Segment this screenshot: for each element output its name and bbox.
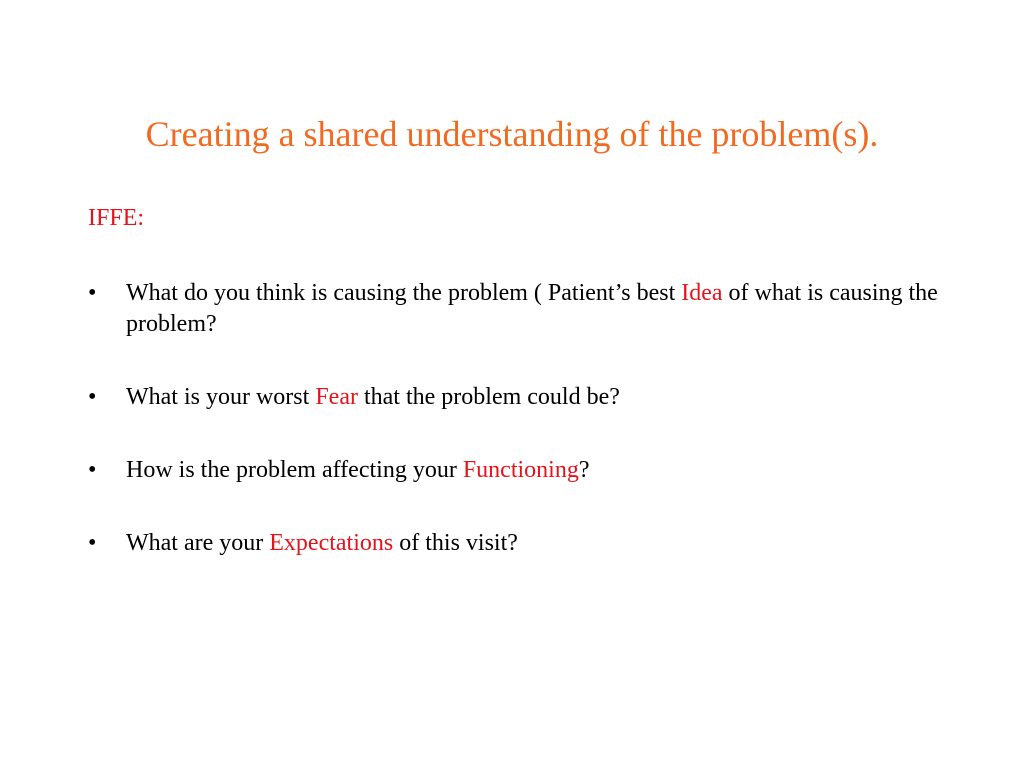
bullet-highlight-idea: Idea: [681, 280, 723, 306]
bullet-item-functioning: [88, 455, 948, 486]
bullet-item-fear: [88, 382, 948, 413]
bullet-text-post: ?: [578, 457, 590, 483]
bullet-dot-icon: •: [88, 384, 97, 410]
bullet-text-post: that the problem could be?: [357, 384, 620, 410]
bullet-text-post: of what is causing the problem?: [126, 280, 938, 337]
bullet-text-pre: What is your worst: [126, 384, 316, 410]
bullet-highlight-functioning: Functioning: [462, 457, 579, 483]
bullet-highlight-expectations: Expectations: [269, 530, 394, 556]
bullet-list: [88, 278, 948, 601]
iffe-heading: IFFE:: [88, 205, 145, 231]
bullet-highlight-fear: Fear: [315, 384, 358, 410]
bullet-text-post: of this visit?: [393, 530, 518, 556]
bullet-item-expectations: [88, 528, 948, 559]
bullet-dot-icon: •: [88, 530, 97, 556]
bullet-text-pre: What are your: [126, 530, 270, 556]
bullet-text-pre: How is the problem affecting your: [126, 457, 463, 483]
bullet-dot-icon: •: [88, 280, 97, 306]
bullet-dot-icon: •: [88, 457, 97, 483]
slide-title: Creating a shared understanding of the problem(s).: [145, 114, 879, 154]
bullet-text-pre: What do you think is causing the problem ( Patient’s best: [126, 280, 682, 306]
bullet-item-idea: [88, 278, 948, 340]
